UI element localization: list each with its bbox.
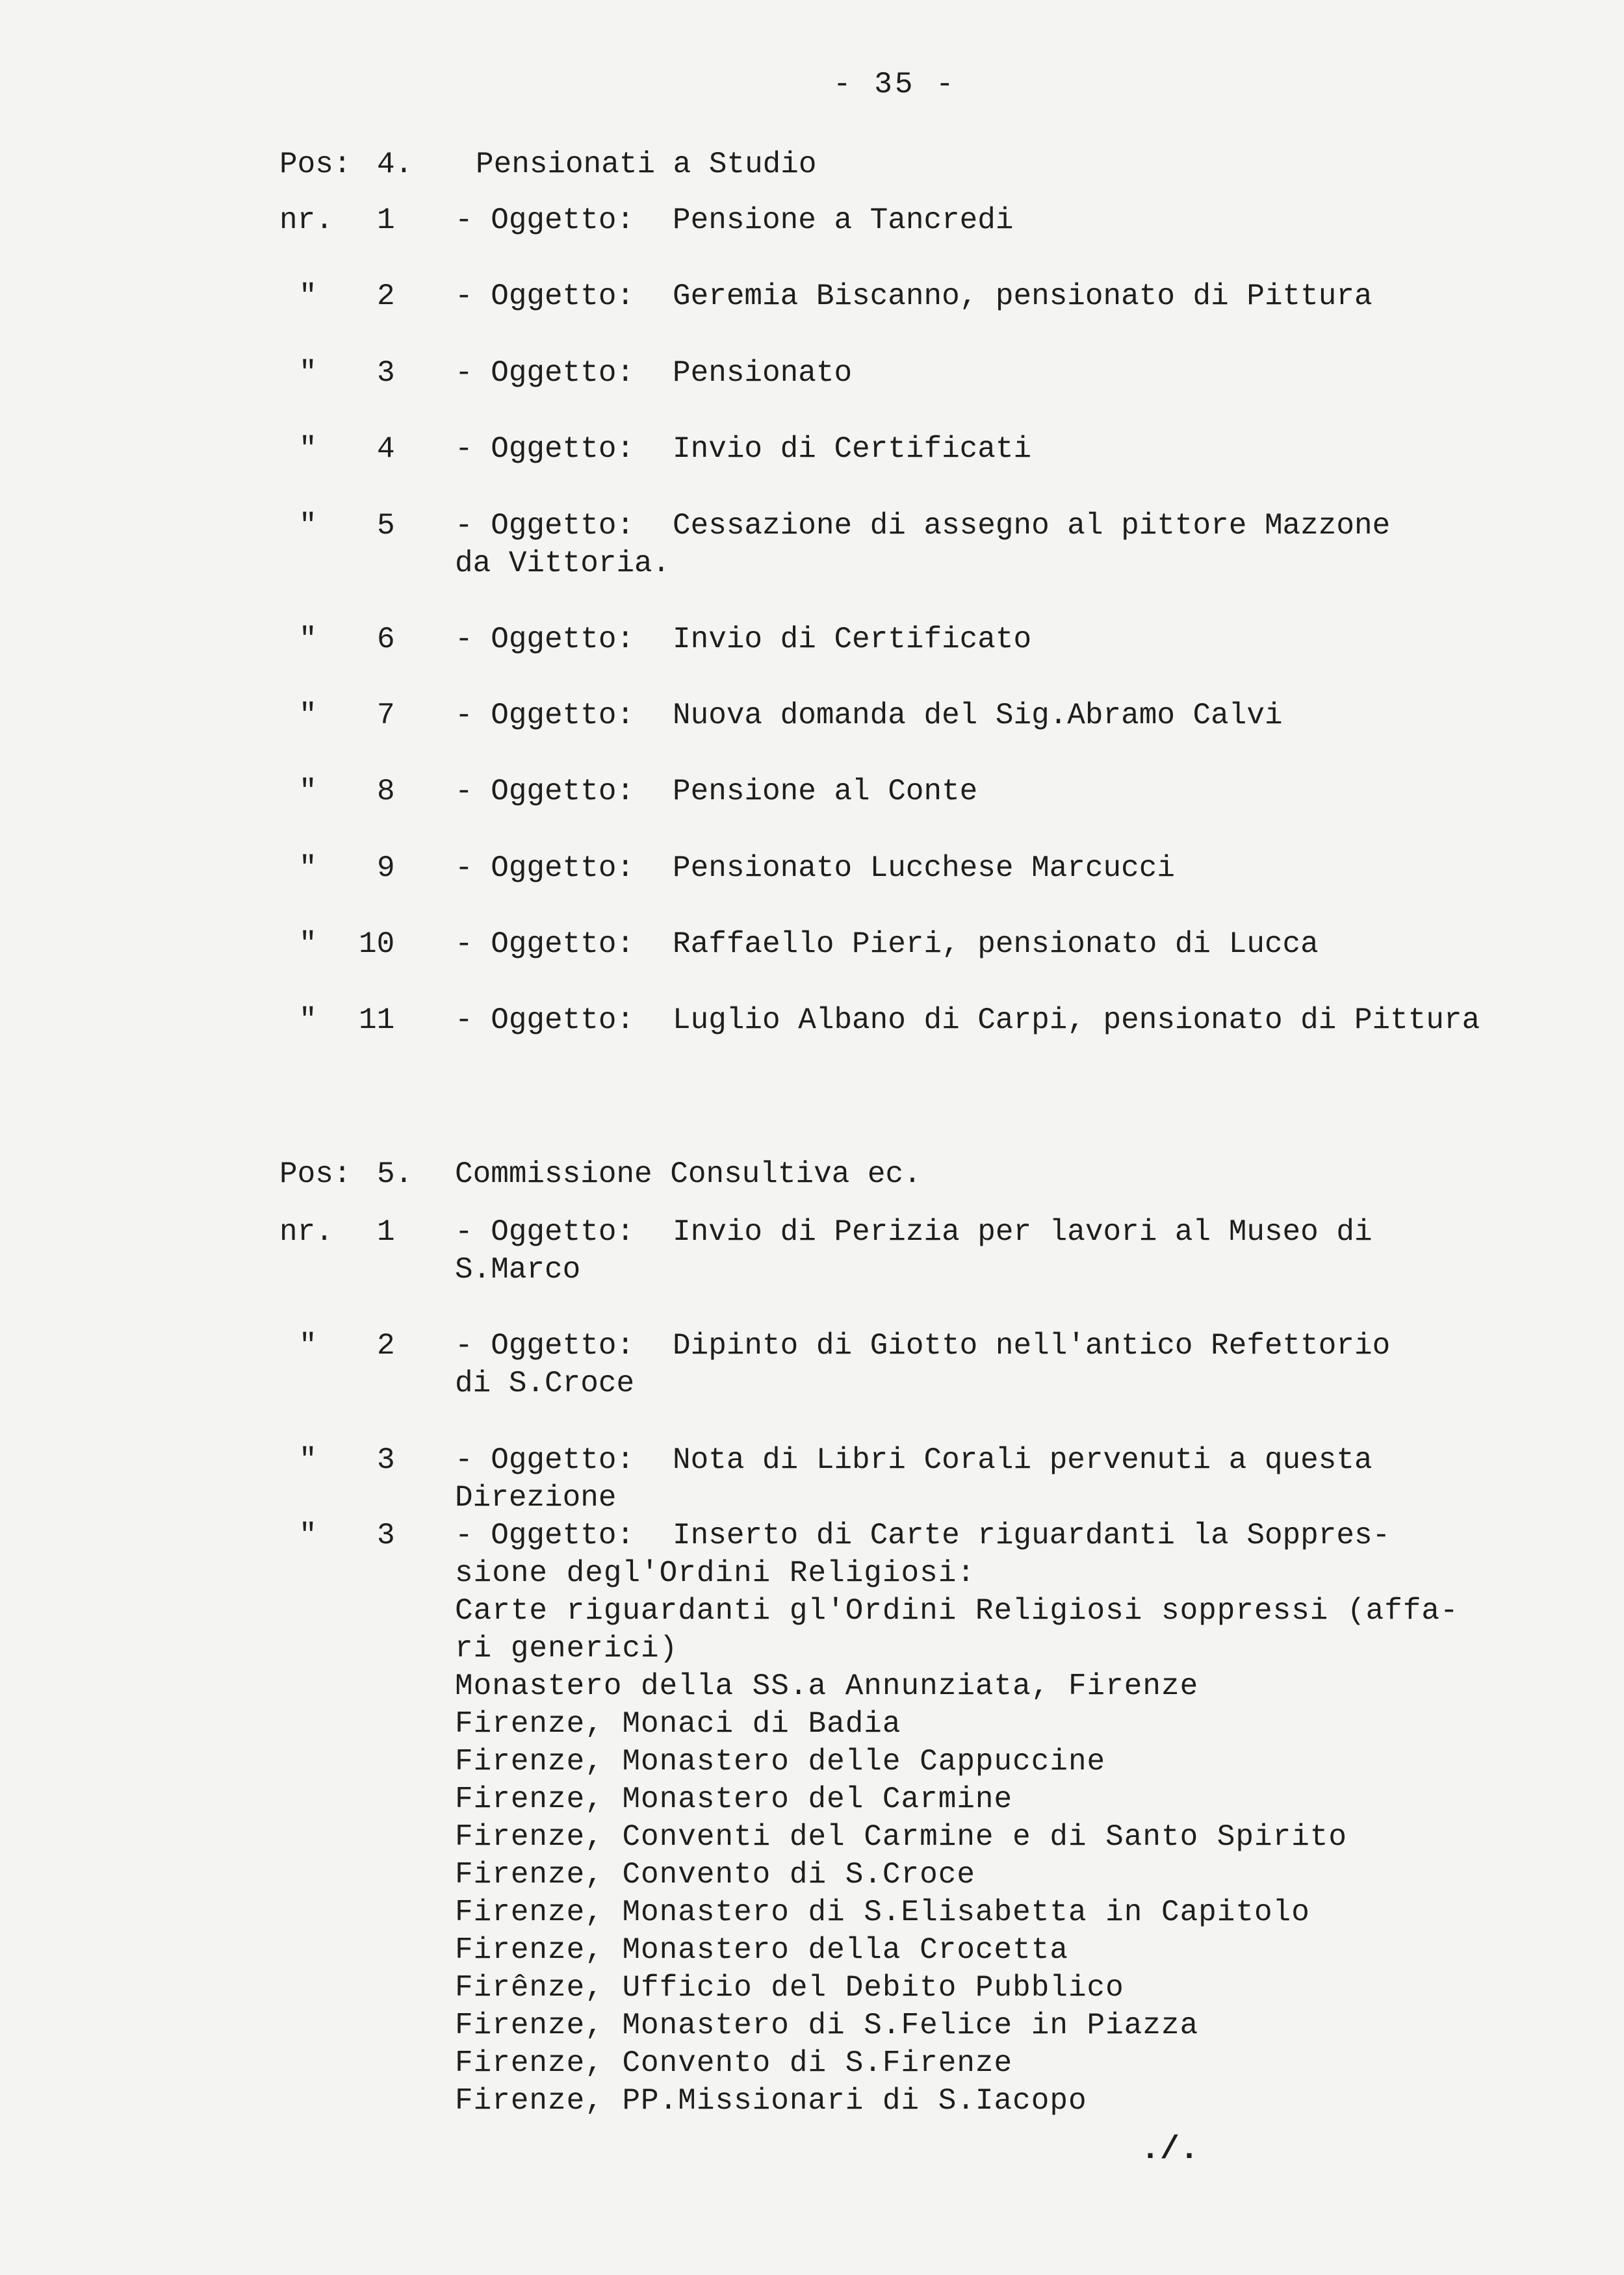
page-number: - 35 - <box>833 68 957 101</box>
item-number: 3 <box>377 1443 395 1477</box>
item-marker: nr. <box>279 1215 333 1249</box>
item-continuation: Firenze, Convento di S.Firenze <box>455 2046 1013 2080</box>
item-text: Invio di Certificati <box>673 432 1032 466</box>
pos-label: Pos: <box>279 148 352 181</box>
item-text: Nota di Libri Corali pervenuti a questa <box>673 1443 1373 1477</box>
item-text: Pensione al Conte <box>673 775 978 808</box>
item-text: Raffaello Pieri, pensionato di Lucca <box>673 927 1319 961</box>
item-marker: " <box>299 432 317 466</box>
item-continuation: ri generici) <box>455 1632 678 1665</box>
pos-number: 4. <box>377 148 413 181</box>
item-marker: " <box>299 699 317 732</box>
item-prefix: - Oggetto: <box>455 203 635 237</box>
item-prefix: - Oggetto: <box>455 509 635 543</box>
item-marker: " <box>299 851 317 885</box>
item-number: 9 <box>377 851 395 885</box>
item-prefix: - Oggetto: <box>455 356 635 390</box>
item-continuation: Firenze, Monastero di S.Elisabetta in Capitolo <box>455 1896 1310 1929</box>
item-text: Nuova domanda del Sig.Abramo Calvi <box>673 699 1283 732</box>
item-continuation: Carte riguardanti gl'Ordini Religiosi soppressi (affa- <box>455 1594 1459 1628</box>
item-continuation: Firenze, Convento di S.Croce <box>455 1858 975 1892</box>
item-number: 5 <box>377 509 395 543</box>
item-marker: nr. <box>279 203 333 237</box>
item-marker: " <box>299 623 317 656</box>
item-prefix: - Oggetto: <box>455 1329 635 1363</box>
section-title: Commissione Consultiva ec. <box>455 1157 922 1191</box>
item-text: Invio di Certificato <box>673 623 1032 656</box>
item-prefix: - Oggetto: <box>455 851 635 885</box>
item-prefix: - Oggetto: <box>455 623 635 656</box>
item-prefix: - Oggetto: <box>455 1519 635 1552</box>
continuation-mark: ./. <box>1141 2131 1200 2168</box>
item-prefix: - Oggetto: <box>455 432 635 466</box>
item-continuation: Direzione <box>455 1481 617 1515</box>
item-continuation: Firenze, Conventi del Carmine e di Santo Spirito <box>455 1820 1348 1854</box>
item-text: Dipinto di Giotto nell'antico Refettorio <box>673 1329 1391 1363</box>
item-number: 11 <box>359 1003 395 1037</box>
item-continuation: di S.Croce <box>455 1367 635 1400</box>
item-continuation: Firenze, PP.Missionari di S.Iacopo <box>455 2084 1087 2118</box>
item-marker: " <box>299 1443 317 1477</box>
item-prefix: - Oggetto: <box>455 927 635 961</box>
item-number: 1 <box>377 203 395 237</box>
section-title: Pensionati a Studio <box>476 148 817 181</box>
item-text: Luglio Albano di Carpi, pensionato di Pittura <box>673 1003 1480 1037</box>
item-marker: " <box>299 1519 317 1552</box>
item-continuation: Firenze, Monastero delle Cappuccine <box>455 1745 1106 1779</box>
item-number: 3 <box>377 356 395 390</box>
item-number: 2 <box>377 1329 395 1363</box>
item-text: Pensione a Tancredi <box>673 203 1014 237</box>
item-continuation: Firenze, Monastero di S.Felice in Piazza <box>455 2009 1199 2042</box>
item-marker: " <box>299 279 317 313</box>
item-text: Invio di Perizia per lavori al Museo di <box>673 1215 1373 1249</box>
item-prefix: - Oggetto: <box>455 1003 635 1037</box>
item-number: 3 <box>377 1519 395 1552</box>
item-text: Inserto di Carte riguardanti la Soppres- <box>673 1519 1391 1552</box>
item-continuation: Firênze, Ufficio del Debito Pubblico <box>455 1971 1124 2005</box>
item-marker: " <box>299 356 317 390</box>
item-continuation: Firenze, Monaci di Badia <box>455 1707 901 1741</box>
item-prefix: - Oggetto: <box>455 1215 635 1249</box>
item-continuation: sione degl'Ordini Religiosi: <box>455 1556 975 1590</box>
item-continuation: S.Marco <box>455 1253 581 1287</box>
item-continuation: Firenze, Monastero della Crocetta <box>455 1933 1068 1967</box>
item-number: 8 <box>377 775 395 808</box>
pos-label: Pos: <box>279 1157 352 1191</box>
item-marker: " <box>299 1329 317 1363</box>
item-prefix: - Oggetto: <box>455 699 635 732</box>
item-number: 6 <box>377 623 395 656</box>
item-number: 10 <box>359 927 395 961</box>
item-continuation: Firenze, Monastero del Carmine <box>455 1782 1013 1816</box>
item-text: Pensionato Lucchese Marcucci <box>673 851 1175 885</box>
item-text: Geremia Biscanno, pensionato di Pittura <box>673 279 1373 313</box>
item-number: 1 <box>377 1215 395 1249</box>
item-number: 4 <box>377 432 395 466</box>
item-prefix: - Oggetto: <box>455 775 635 808</box>
item-continuation: Monastero della SS.a Annunziata, Firenze <box>455 1669 1199 1703</box>
item-marker: " <box>299 775 317 808</box>
item-prefix: - Oggetto: <box>455 279 635 313</box>
item-text: Cessazione di assegno al pittore Mazzone <box>673 509 1391 543</box>
item-number: 2 <box>377 279 395 313</box>
item-marker: " <box>299 927 317 961</box>
item-marker: " <box>299 509 317 543</box>
item-prefix: - Oggetto: <box>455 1443 635 1477</box>
pos-number: 5. <box>377 1157 413 1191</box>
item-marker: " <box>299 1003 317 1037</box>
item-continuation: da Vittoria. <box>455 546 671 580</box>
item-number: 7 <box>377 699 395 732</box>
item-text: Pensionato <box>673 356 853 390</box>
